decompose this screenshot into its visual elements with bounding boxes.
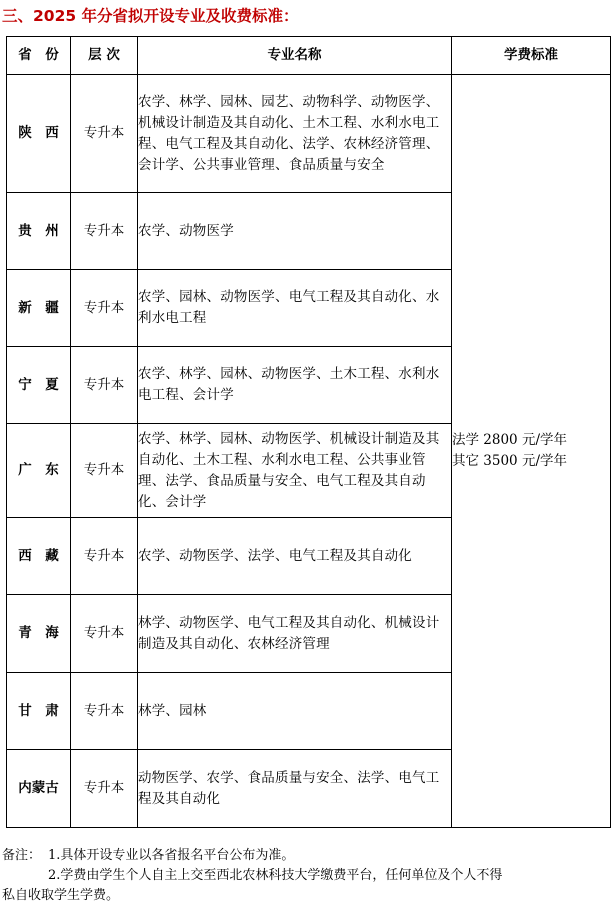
note-2-line-2: 私自收取学生学费。 xyxy=(2,888,120,903)
row-province: 贵 州 xyxy=(7,193,71,270)
row-majors: 林学、园林 xyxy=(138,673,452,750)
row-majors: 农学、林学、园林、园艺、动物科学、动物医学、机械设计制造及其自动化、土木工程、水利水电工程、电气工程及其自动化、法学、农林经济管理、会计学、公共事业管理、食品质量与安全 xyxy=(138,75,452,193)
row-majors: 农学、林学、园林、动物医学、土木工程、水利水电工程、会计学 xyxy=(138,347,452,424)
section-heading: 三、2025 年分省拟开设专业及收费标准： xyxy=(2,7,299,25)
row-level: 专升本 xyxy=(71,750,138,828)
fee-table xyxy=(6,36,611,828)
row-province: 内蒙古 xyxy=(7,750,71,828)
row-province: 甘 肃 xyxy=(7,673,71,750)
row-level: 专升本 xyxy=(71,595,138,673)
fee-cell xyxy=(452,75,611,828)
header-province: 省 份 xyxy=(7,37,71,75)
header-majors: 专业名称 xyxy=(138,37,452,75)
header-fee: 学费标准 xyxy=(452,37,611,75)
row-level: 专升本 xyxy=(71,673,138,750)
table-header-row xyxy=(7,37,611,75)
header-level: 层 次 xyxy=(71,37,138,75)
row-province: 陕 西 xyxy=(7,75,71,193)
fee-other: 其它 3500 元/学年 xyxy=(452,453,567,469)
fee-law: 法学 2800 元/学年 xyxy=(452,432,567,448)
notes xyxy=(2,846,610,906)
table-row xyxy=(7,75,611,193)
row-majors: 农学、动物医学、法学、电气工程及其自动化 xyxy=(138,518,452,595)
note-2-line-1: 2.学费由学生个人自主上交至西北农林科技大学缴费平台，任何单位及个人不得 xyxy=(48,868,503,883)
note-1-text: 1.具体开设专业以各省报名平台公布为准。 xyxy=(48,848,295,863)
row-province: 青 海 xyxy=(7,595,71,673)
row-province: 广 东 xyxy=(7,424,71,518)
row-province: 西 藏 xyxy=(7,518,71,595)
row-level: 专升本 xyxy=(71,518,138,595)
row-majors: 农学、动物医学 xyxy=(138,193,452,270)
note-1 xyxy=(2,846,610,866)
row-level: 专升本 xyxy=(71,347,138,424)
row-level: 专升本 xyxy=(71,424,138,518)
row-level: 专升本 xyxy=(71,270,138,347)
row-majors: 林学、动物医学、电气工程及其自动化、机械设计制造及其自动化、农林经济管理 xyxy=(138,595,452,673)
row-majors: 动物医学、农学、食品质量与安全、法学、电气工程及其自动化 xyxy=(138,750,452,828)
row-majors: 农学、林学、园林、动物医学、机械设计制造及其自动化、土木工程、水利水电工程、公共事业管理、法学、食品质量与安全、电气工程及其自动化、会计学 xyxy=(138,424,452,518)
notes-label: 备注： xyxy=(2,848,42,863)
row-province: 新 疆 xyxy=(7,270,71,347)
row-level: 专升本 xyxy=(71,75,138,193)
row-level: 专升本 xyxy=(71,193,138,270)
row-majors: 农学、园林、动物医学、电气工程及其自动化、水利水电工程 xyxy=(138,270,452,347)
row-province: 宁 夏 xyxy=(7,347,71,424)
